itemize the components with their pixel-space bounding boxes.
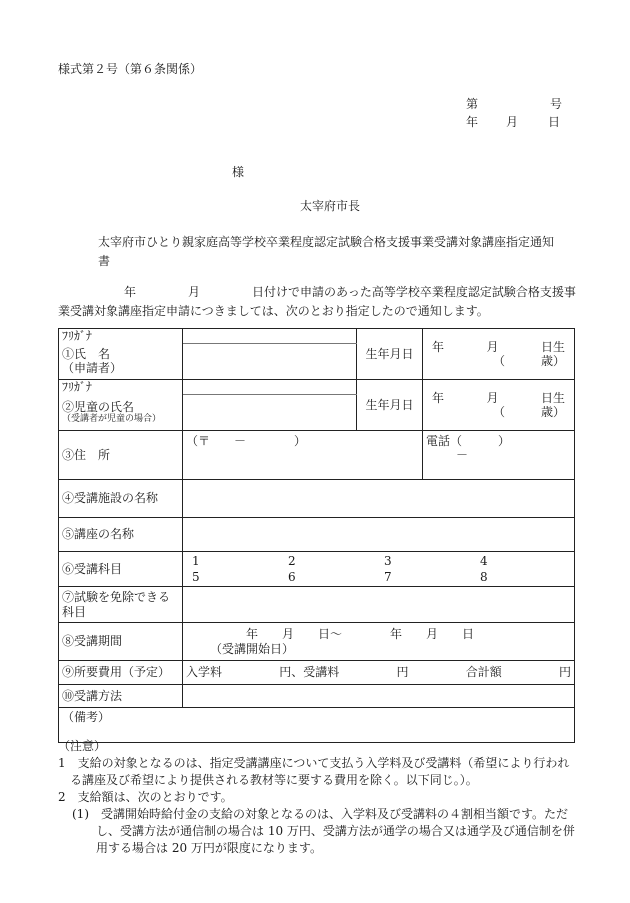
issuer: 太宰府市長 (300, 199, 361, 213)
intro-paragraph (58, 283, 578, 321)
document-date (466, 115, 561, 129)
applicant-name-label: ①氏 名 （申請者） (59, 344, 183, 380)
cost-field[interactable]: 入学料 円、受講料 円 合計額 円 (183, 661, 575, 685)
intro-year: 年 (124, 285, 137, 299)
form-number-label: 様式第２号（第６条関係） (58, 62, 203, 76)
child-name-field[interactable] (183, 395, 357, 431)
subjects-label: ⑥受講科目 (59, 552, 183, 587)
child-name-label: ②児童の氏名 （受講者が児童の場合） (59, 395, 183, 431)
subject-number: 1 (192, 553, 200, 568)
intro-month: 月 (188, 285, 201, 299)
subject-number: 7 (384, 570, 392, 584)
note-2: 2 支給額は、次のとおりです。 (58, 790, 233, 804)
child-furigana-label: ﾌﾘｶﾞﾅ (59, 380, 183, 395)
applicant-furigana-label: ﾌﾘｶﾞﾅ (59, 329, 183, 344)
note-1: 1 支給の対象となるのは、指定受講講座について支払う入学料及び受講料（希望により行われる講座及び希望により提供される教材等に要する費用を除く。以下同じ。）。 (58, 756, 570, 787)
document-title: 太宰府市ひとり親家庭高等学校卒業程度認定試験合格支援事業受講対象講座指定通知書 (98, 235, 555, 268)
facility-label: ④受講施設の名称 (59, 480, 183, 518)
applicant-name-field[interactable] (183, 344, 357, 380)
child-birthdate-field[interactable]: 年 月 日生 （ 歳） (423, 380, 575, 431)
period-field[interactable]: 年 月 日～ 年 月 日 （受講開始日） (183, 623, 575, 661)
note-2-1: (1) 受講開始時給付金の支給の対象となるのは、入学料及び受講料の４割相当額です。ただし、受講方法が通信制の場合は 10 万円、受講方法が通学の場合又は通学及び通信制を併用する場合は 20 万円が限度になります。 (72, 807, 575, 855)
applicant-birthdate-label: 生年月日 (357, 329, 423, 380)
subject-number: 8 (480, 570, 488, 584)
subject-number: 5 (192, 570, 200, 584)
subject-number: 2 (288, 553, 296, 568)
address-label: ③住 所 (59, 431, 183, 480)
subject-number: 3 (384, 553, 392, 568)
cost-label: ⑨所要費用（予定） (59, 661, 183, 685)
subjects-field[interactable] (183, 552, 575, 587)
number-suffix: 号 (550, 97, 563, 111)
number-prefix: 第 (466, 97, 479, 111)
exempt-label: ⑦試験を免除できる科目 (59, 587, 183, 623)
document-number (466, 97, 563, 111)
intro-text: 日付けで申請のあった高等学校卒業程度認定試験合格支援事業受講対象講座指定申請につきましては、次のとおり指定したので通知します。 (58, 285, 576, 318)
notes-heading: （注意） (58, 739, 107, 753)
applicant-birthdate-field[interactable]: 年 月 日生 （ 歳） (423, 329, 575, 380)
facility-field[interactable] (183, 480, 575, 518)
subject-number: 4 (480, 553, 488, 568)
method-field[interactable] (183, 685, 575, 708)
designation-table (58, 328, 575, 743)
address-field[interactable] (183, 431, 423, 480)
course-label: ⑤講座の名称 (59, 518, 183, 552)
exempt-field[interactable] (183, 587, 575, 623)
course-field[interactable] (183, 518, 575, 552)
date-day: 日 (548, 115, 561, 129)
remarks-label: （備考） (62, 710, 111, 724)
child-furigana-field[interactable] (183, 380, 357, 395)
subject-number: 6 (288, 570, 296, 584)
date-year: 年 (466, 115, 479, 129)
phone-field[interactable]: 電話（ ） － (423, 431, 575, 480)
method-label: ⑩受講方法 (59, 685, 183, 708)
period-label: ⑧受講期間 (59, 623, 183, 661)
postal-code: （〒 － ） (186, 434, 307, 448)
child-birthdate-label: 生年月日 (357, 380, 423, 431)
addressee-suffix: 様 (232, 165, 245, 179)
notes-section (58, 738, 578, 857)
applicant-furigana-field[interactable] (183, 329, 357, 344)
date-month: 月 (506, 115, 519, 129)
